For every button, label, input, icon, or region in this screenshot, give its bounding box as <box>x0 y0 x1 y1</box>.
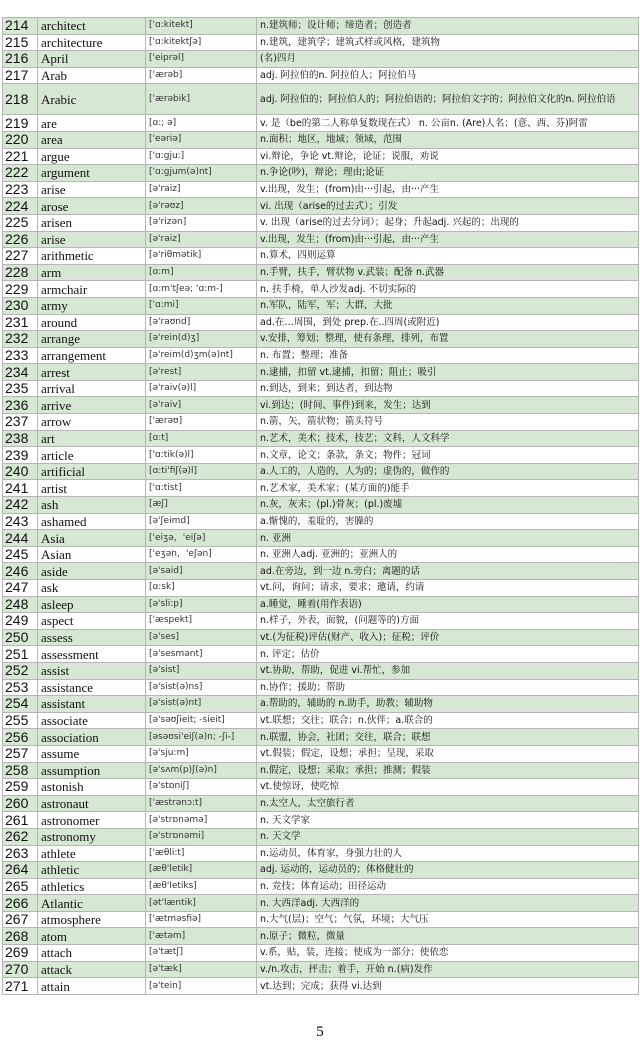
entry-meaning: vt.协助，帮助，促进 vi.帮忙，参加 <box>257 662 639 679</box>
entry-meaning: n.手臂，扶手，臂状物 v.武装；配备 n.武器 <box>257 264 639 281</box>
entry-word: Atlantic <box>38 895 146 912</box>
table-row <box>3 51 639 68</box>
entry-word: art <box>38 430 146 447</box>
entry-word: arrest <box>38 364 146 381</box>
entry-number: 218 <box>3 84 38 115</box>
entry-meaning: n.假定，设想；采取；承担；推测；假装 <box>257 762 639 779</box>
table-row <box>3 67 639 84</box>
entry-word: associate <box>38 712 146 729</box>
entry-number: 265 <box>3 878 38 895</box>
entry-word: arose <box>38 198 146 215</box>
table-row <box>3 928 639 945</box>
table-row <box>3 463 639 480</box>
table-row <box>3 546 639 563</box>
entry-meaning: n. 评定；估价 <box>257 646 639 663</box>
table-row <box>3 347 639 364</box>
entry-meaning: n.争论(吵)，辩论；理由;论证 <box>257 165 639 182</box>
entry-word: artificial <box>38 463 146 480</box>
table-row <box>3 281 639 298</box>
table-row <box>3 580 639 597</box>
entry-meaning: n.原子；微粒，微量 <box>257 928 639 945</box>
table-row <box>3 513 639 530</box>
entry-meaning: n. 亚洲人adj. 亚洲的；亚洲人的 <box>257 546 639 563</box>
entry-meaning: n.大气(层)；空气；气氛，环境；大气压 <box>257 911 639 928</box>
entry-word: ashamed <box>38 513 146 530</box>
entry-word: argument <box>38 165 146 182</box>
entry-phonetic: ['ɑ:kitektʃə] <box>146 34 257 51</box>
entry-number: 260 <box>3 795 38 812</box>
entry-meaning: n.艺术家，美术家；(某方面的)能手 <box>257 480 639 497</box>
entry-word: arithmetic <box>38 248 146 265</box>
table-row <box>3 314 639 331</box>
table-row <box>3 297 639 314</box>
entry-phonetic: ['æstrənɔ:t] <box>146 795 257 812</box>
entry-phonetic: ['ɑ:mi] <box>146 297 257 314</box>
table-row <box>3 264 639 281</box>
entry-word: ask <box>38 580 146 597</box>
entry-number: 244 <box>3 530 38 547</box>
entry-word: architecture <box>38 34 146 51</box>
entry-phonetic: ['eəriə] <box>146 131 257 148</box>
entry-meaning: n.军队，陆军，军；大群，大批 <box>257 297 639 314</box>
entry-word: assessment <box>38 646 146 663</box>
entry-phonetic: [ə'səʊʃieit; -sieit] <box>146 712 257 729</box>
entry-meaning: n. 大西洋adj. 大西洋的 <box>257 895 639 912</box>
entry-phonetic: [ə'strɒnəmə] <box>146 812 257 829</box>
entry-meaning: v./n.攻击，抨击；着手，开始 n.(病)发作 <box>257 961 639 978</box>
table-row <box>3 828 639 845</box>
table-row <box>3 878 639 895</box>
table-row <box>3 862 639 879</box>
entry-phonetic: ['ærəbik] <box>146 84 257 115</box>
entry-phonetic: [ɑ:t] <box>146 430 257 447</box>
table-row <box>3 845 639 862</box>
entry-meaning: n.联盟，协会，社团；交往，联合；联想 <box>257 729 639 746</box>
entry-meaning: n.文章，论文；条款，条文；物件；冠词 <box>257 447 639 464</box>
entry-number: 232 <box>3 331 38 348</box>
entry-phonetic: [ɑ:ti'fiʃ(ə)l] <box>146 463 257 480</box>
entry-word: athletics <box>38 878 146 895</box>
entry-number: 259 <box>3 779 38 796</box>
entry-phonetic: [ə'tætʃ] <box>146 945 257 962</box>
entry-word: astronomy <box>38 828 146 845</box>
entry-phonetic: [ə'said] <box>146 563 257 580</box>
table-row <box>3 231 639 248</box>
table-row <box>3 34 639 51</box>
entry-phonetic: ['eiʒə，'eiʃə] <box>146 530 257 547</box>
vocabulary-table <box>2 17 639 995</box>
entry-word: arrive <box>38 397 146 414</box>
entry-phonetic: [ə'rein(d)ʒ] <box>146 331 257 348</box>
entry-word: arm <box>38 264 146 281</box>
entry-word: area <box>38 131 146 148</box>
entry-word: armchair <box>38 281 146 298</box>
entry-meaning: (名)四月 <box>257 51 639 68</box>
entry-number: 270 <box>3 961 38 978</box>
entry-number: 222 <box>3 165 38 182</box>
table-row <box>3 331 639 348</box>
entry-number: 248 <box>3 596 38 613</box>
table-row <box>3 115 639 132</box>
entry-word: assess <box>38 629 146 646</box>
entry-meaning: a.惭愧的，羞耻的，害臊的 <box>257 513 639 530</box>
entry-word: aspect <box>38 613 146 630</box>
table-row <box>3 214 639 231</box>
entry-word: artist <box>38 480 146 497</box>
entry-meaning: n. 天文学家 <box>257 812 639 829</box>
entry-number: 249 <box>3 613 38 630</box>
entry-number: 250 <box>3 629 38 646</box>
entry-meaning: v.安排，筹划；整理，使有条理，排列，布置 <box>257 331 639 348</box>
entry-number: 263 <box>3 845 38 862</box>
entry-number: 255 <box>3 712 38 729</box>
entry-phonetic: [ə'ses] <box>146 629 257 646</box>
entry-meaning: n.逮捕，扣留 vt.逮捕，扣留；阻止；吸引 <box>257 364 639 381</box>
entry-meaning: n. 扶手椅，单人沙发adj. 不切实际的 <box>257 281 639 298</box>
entry-phonetic: [ə'stɒniʃ] <box>146 779 257 796</box>
entry-phonetic: [ə'sesmənt] <box>146 646 257 663</box>
entry-meaning: n.太空人，太空旅行者 <box>257 795 639 812</box>
entry-word: assume <box>38 745 146 762</box>
entry-word: arrange <box>38 331 146 348</box>
entry-number: 238 <box>3 430 38 447</box>
entry-number: 269 <box>3 945 38 962</box>
entry-number: 266 <box>3 895 38 912</box>
page-number: 5 <box>316 1024 324 1040</box>
entry-number: 240 <box>3 463 38 480</box>
entry-number: 271 <box>3 978 38 995</box>
entry-number: 261 <box>3 812 38 829</box>
entry-number: 216 <box>3 51 38 68</box>
entry-word: atom <box>38 928 146 945</box>
entry-meaning: adj. 运动的，运动员的；体格健壮的 <box>257 862 639 879</box>
table-row <box>3 181 639 198</box>
entry-meaning: n. 天文学 <box>257 828 639 845</box>
table-row <box>3 530 639 547</box>
entry-word: arise <box>38 231 146 248</box>
table-row <box>3 729 639 746</box>
entry-meaning: a.睡觉，睡着(用作表语) <box>257 596 639 613</box>
entry-phonetic: ['ɑ:kitekt] <box>146 18 257 35</box>
entry-word: architect <box>38 18 146 35</box>
entry-word: assist <box>38 662 146 679</box>
entry-meaning: v. 出现（arise的过去分词）；起身；升起adj. 兴起的；出现的 <box>257 214 639 231</box>
entry-number: 257 <box>3 745 38 762</box>
entry-number: 267 <box>3 911 38 928</box>
entry-phonetic: [ə'raiv(ə)l] <box>146 380 257 397</box>
entry-word: athletic <box>38 862 146 879</box>
entry-phonetic: [ɑ:sk] <box>146 580 257 597</box>
table-row <box>3 248 639 265</box>
entry-number: 226 <box>3 231 38 248</box>
entry-meaning: v.出现，发生；(from)由···引起，由···产生 <box>257 231 639 248</box>
table-row <box>3 165 639 182</box>
entry-phonetic: [ə'tæk] <box>146 961 257 978</box>
entry-meaning: a.帮助的，辅助的 n.助手，助教；辅助物 <box>257 696 639 713</box>
entry-phonetic: [ə'sju:m] <box>146 745 257 762</box>
entry-meaning: n.面积；地区，地域；领域，范围 <box>257 131 639 148</box>
entry-meaning: n.样子，外表，面貌，(问题等的)方面 <box>257 613 639 630</box>
entry-word: astronomer <box>38 812 146 829</box>
table-row <box>3 18 639 35</box>
entry-phonetic: [ə'riθmətik] <box>146 248 257 265</box>
entry-meaning: n. 竞技；体育运动；田径运动 <box>257 878 639 895</box>
entry-word: athlete <box>38 845 146 862</box>
entry-word: Asian <box>38 546 146 563</box>
entry-number: 217 <box>3 67 38 84</box>
table-row <box>3 84 639 115</box>
entry-meaning: n.到达，到来；到达者，到达物 <box>257 380 639 397</box>
entry-phonetic: [ə'reim(d)ʒm(ə)nt] <box>146 347 257 364</box>
entry-phonetic: [ɑ:m] <box>146 264 257 281</box>
entry-meaning: v.出现，发生；(from)由···引起，由···产生 <box>257 181 639 198</box>
entry-number: 228 <box>3 264 38 281</box>
entry-word: April <box>38 51 146 68</box>
table-row <box>3 447 639 464</box>
entry-number: 231 <box>3 314 38 331</box>
entry-word: astronaut <box>38 795 146 812</box>
entry-word: astonish <box>38 779 146 796</box>
entry-meaning: n.协作；援助；帮助 <box>257 679 639 696</box>
entry-meaning: vt.(为征税)评估(财产、收入)；征税；评价 <box>257 629 639 646</box>
table-row <box>3 961 639 978</box>
table-row <box>3 430 639 447</box>
entry-phonetic: [ə'raiz] <box>146 231 257 248</box>
entry-number: 223 <box>3 181 38 198</box>
table-row <box>3 131 639 148</box>
entry-number: 245 <box>3 546 38 563</box>
entry-meaning: n.运动员，体育家，身强力壮的人 <box>257 845 639 862</box>
entry-phonetic: ['eiprəl] <box>146 51 257 68</box>
table-row <box>3 895 639 912</box>
entry-meaning: ad.在…周围，到处 prep.在..四周(或附近) <box>257 314 639 331</box>
entry-number: 227 <box>3 248 38 265</box>
entry-word: association <box>38 729 146 746</box>
entry-number: 239 <box>3 447 38 464</box>
table-row <box>3 397 639 414</box>
entry-number: 236 <box>3 397 38 414</box>
entry-number: 251 <box>3 646 38 663</box>
entry-word: Arab <box>38 67 146 84</box>
entry-phonetic: [ət'læntik] <box>146 895 257 912</box>
entry-word: asleep <box>38 596 146 613</box>
entry-meaning: n. 布置；整理；准备 <box>257 347 639 364</box>
entry-phonetic: [æθ'letik] <box>146 862 257 879</box>
entry-meaning: n. 亚洲 <box>257 530 639 547</box>
entry-meaning: v.系，贴，装，连接；使成为一部分；使依恋 <box>257 945 639 962</box>
entry-word: attach <box>38 945 146 962</box>
entry-meaning: n.箭，矢，箭状物；箭头符号 <box>257 414 639 431</box>
entry-number: 234 <box>3 364 38 381</box>
entry-phonetic: ['æθli:t] <box>146 845 257 862</box>
entry-phonetic: [ə'raiz] <box>146 181 257 198</box>
entry-number: 258 <box>3 762 38 779</box>
entry-number: 262 <box>3 828 38 845</box>
entry-word: ash <box>38 497 146 514</box>
table-row <box>3 380 639 397</box>
entry-number: 219 <box>3 115 38 132</box>
entry-phonetic: [ə'rest] <box>146 364 257 381</box>
entry-number: 241 <box>3 480 38 497</box>
entry-phonetic: [ə'strɒnəmi] <box>146 828 257 845</box>
entry-phonetic: [ə'sʌm(p)ʃ(ə)n] <box>146 762 257 779</box>
entry-meaning: vi.辩论，争论 vt.辩论，论证；说服，劝说 <box>257 148 639 165</box>
entry-word: army <box>38 297 146 314</box>
entry-meaning: vi.到达；(时间、事件)到来，发生；达到 <box>257 397 639 414</box>
entry-word: arrow <box>38 414 146 431</box>
entry-phonetic: [ə'rəʊz] <box>146 198 257 215</box>
table-row <box>3 945 639 962</box>
table-row <box>3 978 639 995</box>
entry-number: 268 <box>3 928 38 945</box>
table-row <box>3 762 639 779</box>
table-row <box>3 779 639 796</box>
entry-meaning: adj. 阿拉伯的；阿拉伯人的；阿拉伯语的；阿拉伯文字的；阿拉伯文化的n. 阿拉伯语 <box>257 84 639 115</box>
entry-number: 252 <box>3 662 38 679</box>
entry-meaning: ad.在旁边，到一边 n.旁白；离题的话 <box>257 563 639 580</box>
table-row <box>3 364 639 381</box>
entry-phonetic: [ɑ:; ə] <box>146 115 257 132</box>
entry-number: 214 <box>3 18 38 35</box>
entry-phonetic: ['ɑ:gju:] <box>146 148 257 165</box>
entry-number: 246 <box>3 563 38 580</box>
entry-word: arise <box>38 181 146 198</box>
entry-word: attain <box>38 978 146 995</box>
entry-word: assistance <box>38 679 146 696</box>
entry-number: 220 <box>3 131 38 148</box>
entry-word: assistant <box>38 696 146 713</box>
entry-meaning: a.人工的，人造的，人为的；虚伪的，做作的 <box>257 463 639 480</box>
entry-meaning: v. 是（be的第二人称单复数现在式） n. 公亩n. (Are)人名；(意、西、芬)阿雷 <box>257 115 639 132</box>
entry-word: arrangement <box>38 347 146 364</box>
table-row <box>3 662 639 679</box>
entry-phonetic: ['ærəb] <box>146 67 257 84</box>
entry-phonetic: [ə'raʊnd] <box>146 314 257 331</box>
table-row <box>3 613 639 630</box>
table-row <box>3 696 639 713</box>
entry-number: 237 <box>3 414 38 431</box>
entry-number: 264 <box>3 862 38 879</box>
table-row <box>3 911 639 928</box>
entry-meaning: vt.联想；交往；联合；n.伙伴；a.联合的 <box>257 712 639 729</box>
entry-word: around <box>38 314 146 331</box>
entry-word: article <box>38 447 146 464</box>
entry-meaning: vt.问，询问；请求，要求；邀请，约请 <box>257 580 639 597</box>
table-row <box>3 712 639 729</box>
table-row <box>3 646 639 663</box>
table-row <box>3 745 639 762</box>
table-row <box>3 198 639 215</box>
entry-number: 254 <box>3 696 38 713</box>
entry-number: 242 <box>3 497 38 514</box>
entry-phonetic: [ə'ʃeimd] <box>146 513 257 530</box>
table-row <box>3 795 639 812</box>
table-row <box>3 812 639 829</box>
entry-phonetic: [ə'sli:p] <box>146 596 257 613</box>
entry-number: 230 <box>3 297 38 314</box>
entry-word: argue <box>38 148 146 165</box>
entry-phonetic: [ə'sist(ə)nt] <box>146 696 257 713</box>
table-row <box>3 679 639 696</box>
entry-meaning: vt.使惊讶，使吃惊 <box>257 779 639 796</box>
entry-word: are <box>38 115 146 132</box>
entry-phonetic: ['ætəm] <box>146 928 257 945</box>
entry-number: 243 <box>3 513 38 530</box>
table-row <box>3 563 639 580</box>
entry-phonetic: [əsəʊsi'eiʃ(ə)n; -ʃi-] <box>146 729 257 746</box>
entry-number: 235 <box>3 380 38 397</box>
entry-meaning: adj. 阿拉伯的n. 阿拉伯人；阿拉伯马 <box>257 67 639 84</box>
entry-phonetic: [ə'tein] <box>146 978 257 995</box>
entry-meaning: n.灰，灰末；(pl.)骨灰；(pl.)废墟 <box>257 497 639 514</box>
entry-number: 256 <box>3 729 38 746</box>
entry-word: attack <box>38 961 146 978</box>
entry-word: Arabic <box>38 84 146 115</box>
entry-word: arisen <box>38 214 146 231</box>
entry-meaning: vt.达到；完成；获得 vi.达到 <box>257 978 639 995</box>
entry-word: aside <box>38 563 146 580</box>
entry-number: 233 <box>3 347 38 364</box>
entry-number: 229 <box>3 281 38 298</box>
entry-phonetic: ['ɑ:tik(ə)l] <box>146 447 257 464</box>
entry-phonetic: [ə'rizən] <box>146 214 257 231</box>
entry-phonetic: [æʃ] <box>146 497 257 514</box>
entry-number: 253 <box>3 679 38 696</box>
entry-meaning: n.建筑，建筑学；建筑式样或风格，建筑物 <box>257 34 639 51</box>
table-row <box>3 480 639 497</box>
entry-number: 247 <box>3 580 38 597</box>
entry-meaning: n.建筑师；设计师；缔造者；创造者 <box>257 18 639 35</box>
entry-meaning: n.算术，四则运算 <box>257 248 639 265</box>
entry-word: arrival <box>38 380 146 397</box>
vocabulary-table-body <box>3 18 639 995</box>
entry-phonetic: ['ɑ:tist] <box>146 480 257 497</box>
table-row <box>3 497 639 514</box>
entry-meaning: n.艺术，美术；技术，技艺；文科，人文科学 <box>257 430 639 447</box>
entry-number: 225 <box>3 214 38 231</box>
entry-phonetic: ['ɑ:gjum(ə)nt] <box>146 165 257 182</box>
table-row <box>3 596 639 613</box>
entry-word: Asia <box>38 530 146 547</box>
table-row <box>3 414 639 431</box>
entry-phonetic: ['ærəʊ] <box>146 414 257 431</box>
entry-number: 215 <box>3 34 38 51</box>
entry-number: 221 <box>3 148 38 165</box>
entry-phonetic: ['æspekt] <box>146 613 257 630</box>
entry-phonetic: ['ætməsfiə] <box>146 911 257 928</box>
entry-number: 224 <box>3 198 38 215</box>
entry-phonetic: [ə'sist] <box>146 662 257 679</box>
entry-word: atmosphere <box>38 911 146 928</box>
entry-phonetic: [æθ'letiks] <box>146 878 257 895</box>
entry-phonetic: ['eʒən，'eʃən] <box>146 546 257 563</box>
table-row <box>3 148 639 165</box>
entry-meaning: vt.假装；假定，设想；承担；呈现，采取 <box>257 745 639 762</box>
entry-meaning: vi. 出现（arise的过去式）；引发 <box>257 198 639 215</box>
entry-phonetic: [ɑ:m'tʃeə; 'ɑ:m-] <box>146 281 257 298</box>
entry-phonetic: [ə'raiv] <box>146 397 257 414</box>
table-row <box>3 629 639 646</box>
entry-phonetic: [ə'sist(ə)ns] <box>146 679 257 696</box>
entry-word: assumption <box>38 762 146 779</box>
